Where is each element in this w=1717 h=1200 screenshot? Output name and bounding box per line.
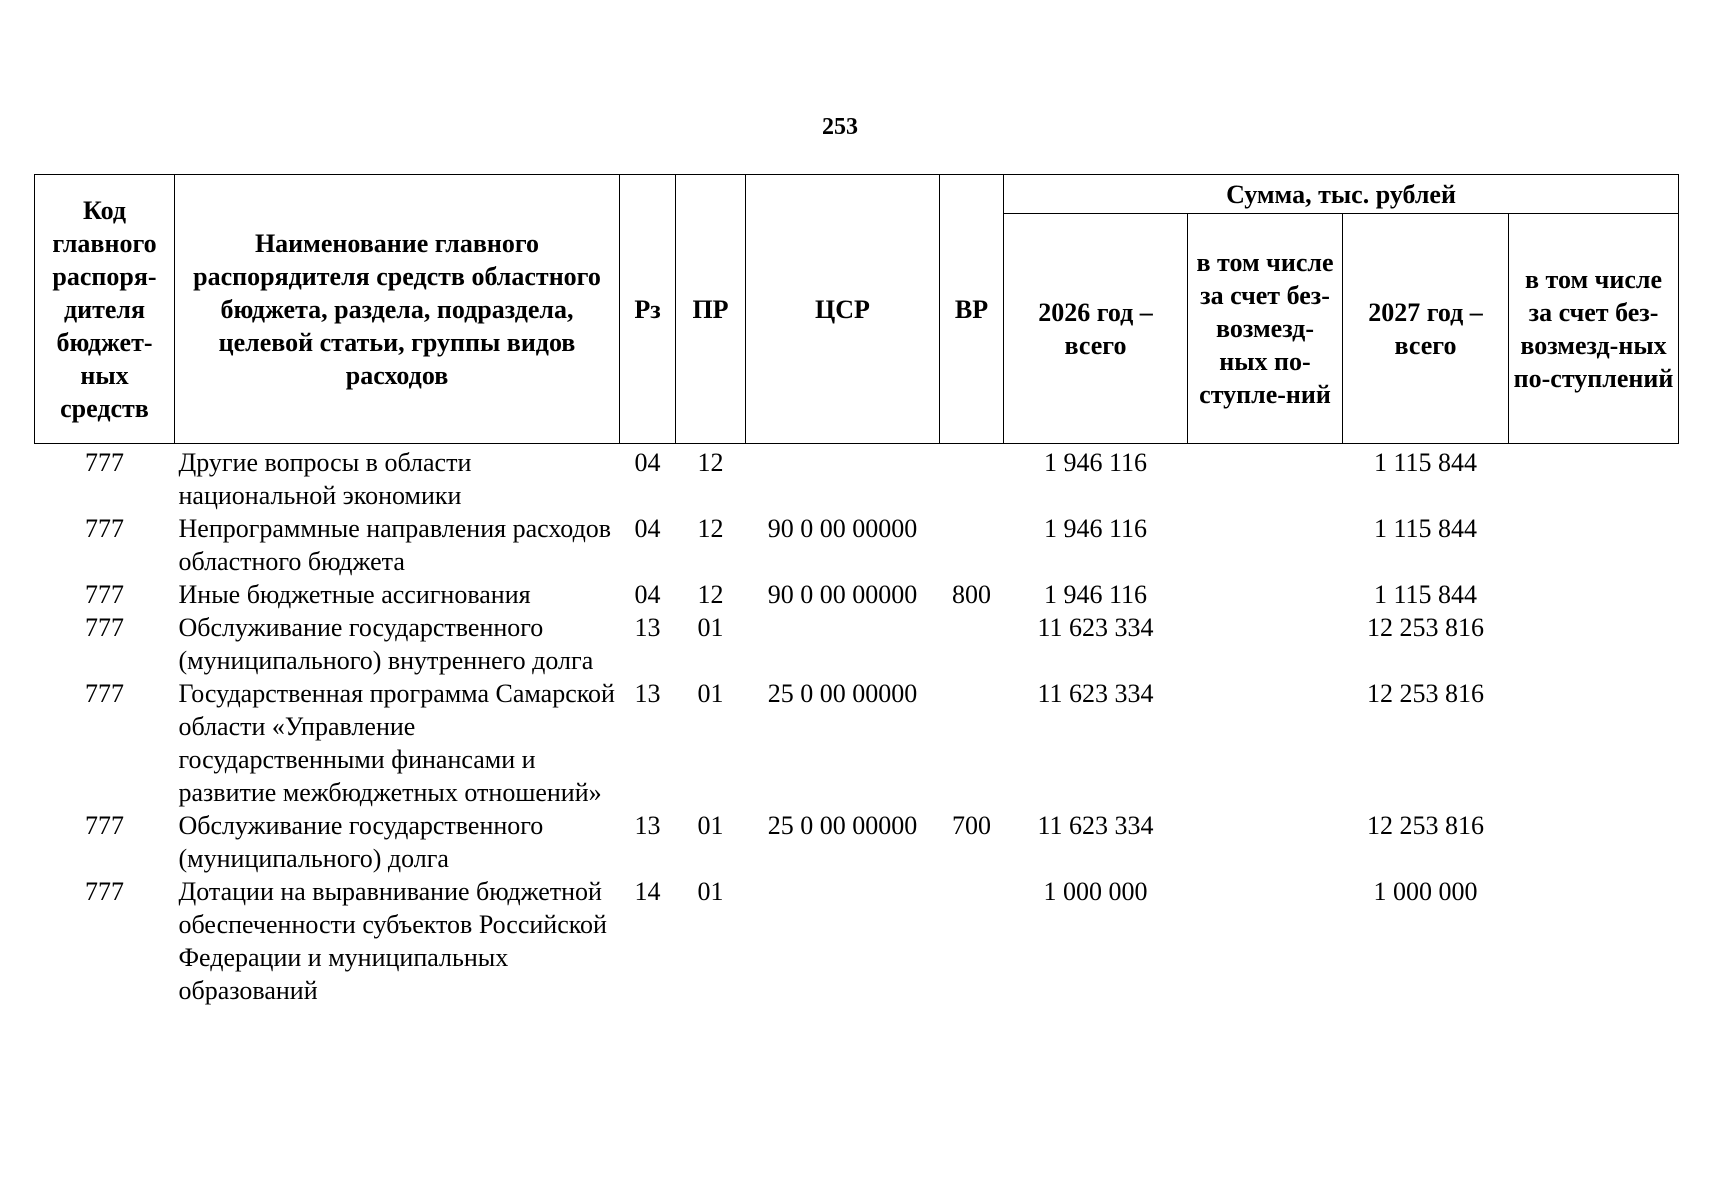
cell-name: Обслуживание государственного (муниципального) внутреннего долга	[178, 613, 594, 675]
cell-vr	[940, 611, 1004, 677]
cell-2027-grants	[1509, 578, 1679, 611]
cell-pr: 12	[697, 448, 724, 477]
cell-pr: 12	[697, 514, 724, 543]
cell-2027-total: 12 253 816	[1367, 679, 1484, 708]
cell-csr	[746, 875, 940, 1007]
header-sum-group: Сумма, тыс. рублей	[1004, 175, 1679, 214]
cell-2027-total: 1 115 844	[1373, 514, 1478, 543]
cell-2026-total: 11 623 334	[1037, 613, 1154, 642]
cell-2027-grants	[1509, 611, 1679, 677]
cell-name: Непрограммные направления расходов областного бюджета	[178, 514, 612, 576]
cell-rz: 13	[634, 613, 661, 642]
cell-2026-grants	[1188, 444, 1343, 513]
page-number: 253	[822, 114, 858, 140]
cell-2026-total: 11 623 334	[1037, 811, 1154, 840]
cell-vr	[940, 444, 1004, 513]
header-2027-total: 2027 год – всего	[1343, 214, 1509, 444]
header-name: Наименование главного распорядителя средств областного бюджета, раздела, подраздела, целевой статьи, группы видов расходов	[175, 175, 620, 444]
cell-pr: 01	[697, 613, 724, 642]
cell-code: 777	[85, 877, 124, 906]
cell-2027-grants	[1509, 809, 1679, 875]
table-row	[35, 677, 1679, 809]
cell-2026-total: 1 946 116	[1043, 514, 1148, 543]
header-2027-grants: в том числе за счет без-возмезд-ных по-ступлений	[1509, 214, 1679, 444]
table-row	[35, 512, 1679, 578]
cell-2027-total: 12 253 816	[1367, 613, 1484, 642]
cell-name: Обслуживание государственного (муниципального) долга	[178, 811, 544, 873]
cell-2027-total: 1 115 844	[1373, 580, 1478, 609]
cell-2026-grants	[1188, 611, 1343, 677]
cell-2027-grants	[1509, 875, 1679, 1007]
cell-csr: 25 0 00 00000	[767, 811, 918, 840]
cell-vr: 800	[952, 580, 991, 609]
table-row	[35, 809, 1679, 875]
cell-rz: 13	[634, 679, 661, 708]
cell-2026-total: 1 946 116	[1043, 580, 1148, 609]
cell-code: 777	[85, 811, 124, 840]
cell-rz: 13	[634, 811, 661, 840]
cell-2026-grants	[1188, 677, 1343, 809]
cell-vr	[940, 677, 1004, 809]
cell-csr	[746, 611, 940, 677]
cell-2027-grants	[1509, 677, 1679, 809]
table-row	[35, 875, 1679, 1007]
cell-rz: 04	[634, 580, 661, 609]
cell-2026-total: 1 000 000	[1043, 877, 1148, 906]
cell-rz: 04	[634, 514, 661, 543]
cell-pr: 01	[697, 877, 724, 906]
cell-2026-grants	[1188, 578, 1343, 611]
cell-2027-total: 1 000 000	[1373, 877, 1478, 906]
cell-2026-grants	[1188, 875, 1343, 1007]
cell-2027-grants	[1509, 512, 1679, 578]
table-header	[35, 175, 1679, 444]
cell-pr: 01	[697, 679, 724, 708]
cell-name: Другие вопросы в области национальной экономики	[178, 448, 472, 510]
table-row	[35, 578, 1679, 611]
cell-name: Дотации на выравнивание бюджетной обеспеченности субъектов Российской Федерации и муниципальных образований	[178, 877, 607, 1005]
cell-code: 777	[85, 679, 124, 708]
cell-name: Государственная программа Самарской области «Управление государственными финансами и развитие межбюджетных отношений»	[178, 679, 615, 807]
cell-csr	[746, 444, 940, 513]
table-body	[35, 444, 1679, 1008]
header-csr: ЦСР	[746, 175, 940, 444]
header-2026-grants: в том числе за счет без-возмезд-ных по-ступле-ний	[1188, 214, 1343, 444]
table-row	[35, 444, 1679, 513]
header-code: Код главного распоря-дителя бюджет-ных средств	[35, 175, 175, 444]
cell-2027-grants	[1509, 444, 1679, 513]
cell-code: 777	[85, 514, 124, 543]
cell-csr: 25 0 00 00000	[767, 679, 918, 708]
cell-name: Иные бюджетные ассигнования	[178, 580, 531, 609]
cell-2026-total: 11 623 334	[1037, 679, 1154, 708]
cell-vr	[940, 512, 1004, 578]
table-row	[35, 611, 1679, 677]
cell-vr: 700	[952, 811, 991, 840]
cell-csr: 90 0 00 00000	[767, 514, 918, 543]
cell-2027-total: 1 115 844	[1373, 448, 1478, 477]
cell-pr: 01	[697, 811, 724, 840]
header-pr: ПР	[676, 175, 746, 444]
budget-table	[34, 174, 1679, 1007]
cell-rz: 14	[634, 877, 661, 906]
header-vr: ВР	[940, 175, 1004, 444]
header-rz: Рз	[620, 175, 676, 444]
cell-2026-grants	[1188, 809, 1343, 875]
header-2026-total: 2026 год – всего	[1004, 214, 1188, 444]
cell-vr	[940, 875, 1004, 1007]
cell-code: 777	[85, 613, 124, 642]
cell-code: 777	[85, 580, 124, 609]
cell-code: 777	[85, 448, 124, 477]
cell-2026-total: 1 946 116	[1043, 448, 1148, 477]
cell-csr: 90 0 00 00000	[767, 580, 918, 609]
cell-pr: 12	[697, 580, 724, 609]
cell-2027-total: 12 253 816	[1367, 811, 1484, 840]
cell-2026-grants	[1188, 512, 1343, 578]
cell-rz: 04	[634, 448, 661, 477]
